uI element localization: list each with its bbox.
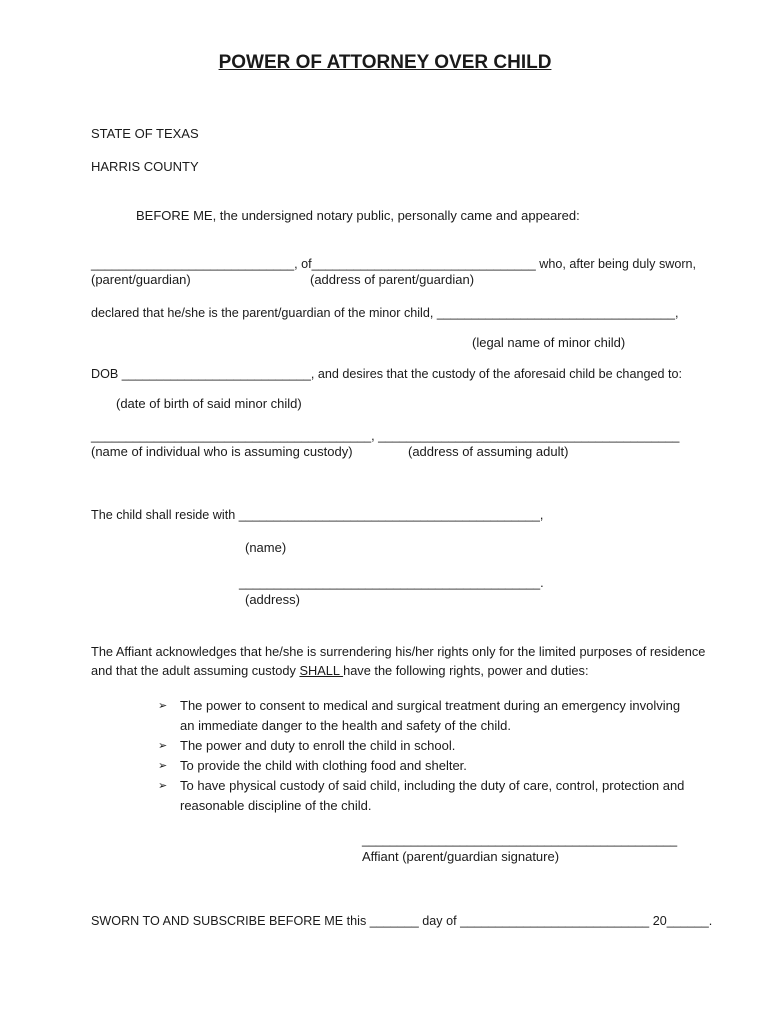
shall-emphasis: SHALL bbox=[299, 663, 344, 678]
reside-address-caption: (address) bbox=[245, 592, 300, 607]
parent-blank-line: _____________________________, of________________________________ who, after being duly sworn, bbox=[91, 257, 697, 271]
parent-address-caption: (address of parent/guardian) bbox=[310, 272, 475, 287]
arrow-bullet-icon: ➢ bbox=[158, 740, 168, 752]
custody-blank-line: ________________________________________, ___________________________________________ bbox=[91, 429, 680, 443]
dob-line: DOB ___________________________, and desires that the custody of the aforesaid child be changed to: bbox=[91, 367, 682, 381]
custody-name-caption: (name of individual who is assuming custody) bbox=[91, 444, 353, 459]
reside-name-caption: (name) bbox=[245, 540, 287, 555]
county-label: HARRIS COUNTY bbox=[91, 159, 199, 174]
arrow-bullet-icon: ➢ bbox=[158, 760, 168, 772]
arrow-bullet-icon: ➢ bbox=[158, 780, 168, 792]
sworn-statement: SWORN TO AND SUBSCRIBE BEFORE ME this _______ day of ___________________________ 20______. bbox=[91, 914, 713, 928]
parent-guardian-caption: (parent/guardian) bbox=[91, 272, 191, 287]
rights-list bbox=[158, 696, 718, 816]
affiant-paragraph-line-2: and that the adult assuming custody SHALL have the following rights, power and duties: bbox=[91, 663, 589, 678]
signature-caption: Affiant (parent/guardian signature) bbox=[362, 849, 560, 864]
signature-line: _____________________________________________ bbox=[362, 833, 678, 847]
dob-caption: (date of birth of said minor child) bbox=[116, 396, 302, 411]
intro-paragraph: BEFORE ME, the undersigned notary public, personally came and appeared: bbox=[136, 208, 580, 223]
custody-address-caption: (address of assuming adult) bbox=[408, 444, 569, 459]
list-item: ➢ The power to consent to medical and surgical treatment during an emergency involving an immediate danger to the health and safety of the child. bbox=[158, 698, 681, 733]
declared-line: declared that he/she is the parent/guardian of the minor child, __________________________________, bbox=[91, 306, 679, 320]
list-item: ➢ To have physical custody of said child, including the duty of care, control, protection and reasonable discipline of the child. bbox=[158, 778, 685, 813]
state-label: STATE OF TEXAS bbox=[91, 126, 199, 141]
minor-name-caption: (legal name of minor child) bbox=[472, 335, 626, 350]
list-item: ➢ The power and duty to enroll the child in school. bbox=[158, 736, 718, 756]
list-item: ➢ To provide the child with clothing food and shelter. bbox=[158, 756, 718, 776]
document-title: POWER OF ATTORNEY OVER CHILD bbox=[218, 52, 552, 73]
arrow-bullet-icon: ➢ bbox=[158, 700, 168, 712]
affiant-paragraph-line-1: The Affiant acknowledges that he/she is surrendering his/her rights only for the limited purposes of residence bbox=[91, 644, 706, 659]
reside-line: The child shall reside with ___________________________________________, bbox=[91, 508, 544, 522]
reside-address-line: ___________________________________________. bbox=[239, 576, 544, 590]
